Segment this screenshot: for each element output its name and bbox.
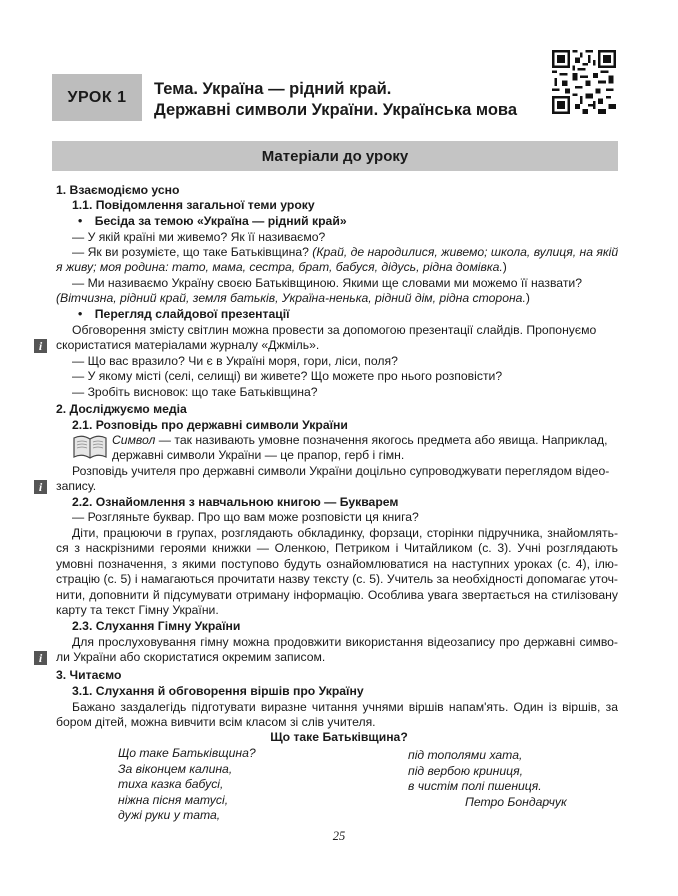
question-2-text: — Як ви розумієте, що таке Батьківщина? <box>72 245 313 259</box>
paragraph-4-line-2: ли України або скористатися окремим записом. <box>56 650 326 664</box>
poem-right-line-1: під тополями хата, <box>408 748 523 762</box>
question-2 <box>72 245 618 260</box>
topic-line-2: Державні символи України. Українська мова <box>154 101 518 119</box>
question-2-answer: (Край, де народилися, живемо; школа, вулиця, на якій <box>312 245 619 259</box>
subsection-2-2: 2.2. Ознайомлення з навчальною книгою — Букварем <box>72 495 399 509</box>
poem-title: Що таке Батьківщина? <box>270 730 408 744</box>
paragraph-2-line-1: Розповідь учителя про державні символи України доцільно супроводжувати переглядом відео- <box>72 464 610 478</box>
paragraph-3-line-2: ся з наскрізними героями книжки — Оленкою, Петриком і Читайликом (с. 3). Учні розглядають <box>56 541 618 555</box>
paragraph-5-line-2: бором дітей, можна вивчити всім класом зі слів учителя. <box>56 715 376 729</box>
question-2-answer-cont: я живу; моя родина: тато, мама, сестра, брат, бабуся, дідусь, рідна домівка. <box>56 260 503 274</box>
question-7: — Розгляньте буквар. Про що вам може розповісти ця книга? <box>72 510 419 524</box>
paragraph-2-line-2: запису. <box>56 479 97 493</box>
topic-line-1: Тема. Україна — рідний край. <box>154 80 392 98</box>
question-3-cont <box>56 291 530 306</box>
definition-line-1 <box>112 433 608 448</box>
poem-left-line-2: За віконцем калина, <box>118 762 233 776</box>
paragraph-3-line-3: умовні позначення, з якими поступово будуть ознайомлюватися на наступних уроках (с. 4), ілю- <box>56 557 618 571</box>
bullet-presentation-text: Перегляд слайдової презентації <box>94 307 290 321</box>
poem-right-line-3: в чистім полі пшениця. <box>408 779 542 793</box>
paren-close: ) <box>525 291 530 305</box>
question-4: — Що вас вразило? Чи є в Україні моря, гори, ліси, поля? <box>72 354 398 368</box>
paren-close: ) <box>502 260 507 274</box>
definition-line-2: державні символи України — це прапор, герб і гімн. <box>112 448 405 462</box>
paragraph-3-line-1: Діти, працюючи в групах, розглядають обкладинку, форзаци, сторінки підручника, знайомлять- <box>72 526 618 540</box>
poem-right-line-2: під вербою криниця, <box>408 764 524 778</box>
question-6: — Зробіть висновок: що таке Батьківщина? <box>72 385 318 399</box>
paragraph-3-line-4: страцію (с. 5) і намагаються прочитати назву тексту (с. 5). Учитель за необхідності допомагає уточ- <box>56 572 618 586</box>
paragraph-3-line-5: нити, доповнити й підсумувати отриману інформацію. Особлива увага звертається на стилізовану <box>56 588 618 602</box>
section-2-title: 2. Досліджуємо медіа <box>56 402 187 416</box>
materials-banner: Матеріали до уроку <box>52 141 618 171</box>
bullet-conversation-text: Бесіда за темою «Україна — рідний край» <box>94 214 347 228</box>
poem-author: Петро Бондарчук <box>465 795 567 809</box>
question-2-cont <box>56 260 507 275</box>
paragraph-1-line-1: Обговорення змісту світлин можна провести за допомогою презентації слайдів. Пропонуємо <box>72 323 597 337</box>
question-3: — Ми називаємо Україну своєю Батьківщиною. Якими ще словами ми можемо її назвати? <box>72 276 582 290</box>
paragraph-4-line-1: Для прослуховування гімну можна продовжити використання відеозапису про державні симво- <box>72 635 618 649</box>
bullet-icon: • <box>78 214 83 228</box>
open-book-icon <box>72 433 108 461</box>
paragraph-1-line-2: скористатися матеріалами журналу «Джміль». <box>56 338 320 352</box>
subsection-2-1: 2.1. Розповідь про державні символи України <box>72 418 348 432</box>
info-icon: i <box>34 651 47 665</box>
poem-left-line-3: тиха казка бабусі, <box>118 777 224 791</box>
question-5: — У якому місті (селі, селищі) ви живете? Що можете про нього розповісти? <box>72 369 503 383</box>
poem-left-line-5: дужі руки у тата, <box>118 808 221 822</box>
subsection-1-1: 1.1. Повідомлення загальної теми уроку <box>72 198 315 212</box>
lesson-label: УРОК 1 <box>52 74 142 121</box>
page-number: 25 <box>332 829 346 843</box>
definition-term: Символ <box>112 433 156 447</box>
definition-text: — так називають умовне позначення якогось предмета або явища. Наприклад, <box>155 433 608 447</box>
bullet-conversation <box>78 214 347 229</box>
poem-left-line-4: ніжна пісня матусі, <box>118 793 229 807</box>
info-icon: i <box>34 339 47 353</box>
paragraph-3-line-6: карту та текст Гімну України. <box>56 603 219 617</box>
question-3-answer: (Вітчизна, рідний край, земля батьків, Україна-ненька, рідний дім, рідна сторона. <box>56 291 526 305</box>
bullet-icon: • <box>78 307 83 321</box>
paragraph-5-line-1: Бажано заздалегідь підготувати виразне читання учнями віршів напам'ять. Один із віршів, за <box>72 700 618 714</box>
subsection-2-3: 2.3. Слухання Гімну України <box>72 619 241 633</box>
subsection-3-1: 3.1. Слухання й обговорення віршів про Україну <box>72 684 364 698</box>
poem-left-line-1: Що таке Батьківщина? <box>118 746 256 760</box>
question-1: — У якій країні ми живемо? Як її називаємо? <box>72 230 326 244</box>
section-1-title: 1. Взаємодіємо усно <box>56 183 180 197</box>
section-3-title: 3. Читаємо <box>56 668 122 682</box>
info-icon: i <box>34 480 47 494</box>
qr-code-icon[interactable] <box>552 50 616 114</box>
bullet-presentation <box>78 307 290 322</box>
